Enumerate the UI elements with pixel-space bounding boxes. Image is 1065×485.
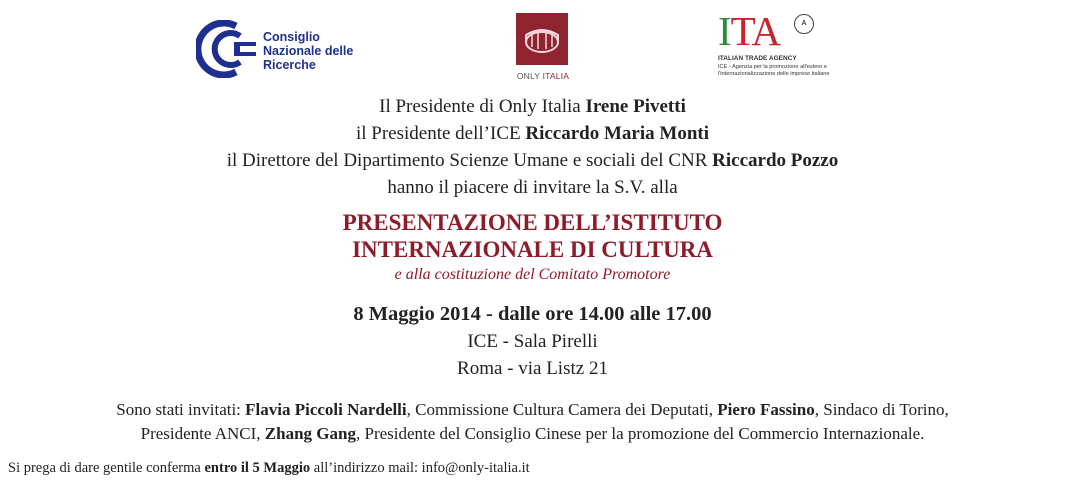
host-line [0,147,1065,174]
event-title [0,209,1065,263]
rsvp-text: Si prega di dare gentile conferma [8,460,205,476]
only-caption-b: ITALIA [542,71,570,81]
rsvp-email-text: all’indirizzo mail: info@only-italia.it [310,460,530,476]
only-italia-caption [508,71,578,81]
only-italia-logo [508,13,578,85]
event-title-line: PRESENTAZIONE DELL’ISTITUTO [342,210,723,235]
rsvp-deadline: entro il 5 Maggio [204,460,311,476]
host-name: Irene Pivetti [585,96,686,117]
guest-role: , Commissione Cultura Camera dei Deputati, [406,400,718,419]
event-venue: ICE - Sala Pirelli [467,331,598,352]
host-line [0,120,1065,147]
host-line [0,93,1065,120]
event-address: Roma - via Listz 21 [457,358,608,379]
hosts-block [0,93,1065,201]
guest-role: , Sindaco di Torino, [814,400,949,419]
cnr-name-line: Ricerche [263,58,316,72]
event-title-line: INTERNAZIONALE DI CULTURA [352,237,713,262]
colosseum-icon [516,13,568,65]
host-name: Riccardo Pozzo [712,150,839,171]
only-caption-a: ONLY [516,71,543,81]
ita-logo [718,8,858,87]
event-subtitle: e alla costituzione del Comitato Promotore [394,266,671,283]
invite-text: hanno il piacere di invitare la S.V. alla [387,177,678,198]
logo-bar [0,0,1065,95]
invite-line [0,174,1065,201]
guest-name: Zhang Gang [264,424,356,443]
guest-name: Piero Fassino [717,400,815,419]
ita-description [718,64,829,78]
ita-mark [718,8,781,54]
guest-role: Presidente ANCI, [140,424,265,443]
host-role: il Presidente dell’ICE [355,123,526,144]
cnr-name [263,30,353,72]
cnr-logo [196,20,396,80]
ita-desc-line: ICE - Agenzia per la promozione all'estero e [718,64,827,70]
cnr-emblem-icon [196,20,260,78]
cnr-name-line: Consiglio [263,30,320,44]
host-role: il Direttore del Dipartimento Scienze Umane e sociali del CNR [226,150,713,171]
guest-role: , Presidente del Consiglio Cinese per la promozione del Commercio Internazionale. [355,424,925,443]
host-role: Il Presidente di Only Italia [379,96,586,117]
invited-intro: Sono stati invitati: [116,400,246,419]
ita-letter-t: T [730,8,752,54]
ita-letter-i: I [718,8,731,54]
ita-agency-name: ITALIAN TRADE AGENCY [718,55,797,62]
invited-guests [0,398,1065,446]
rsvp-note [8,458,530,478]
ita-desc-line: l'internazionalizzazione delle imprese italiane [718,71,830,77]
event-place [0,328,1065,382]
event-date: 8 Maggio 2014 - dalle ore 14.00 alle 17.00 [353,303,712,325]
cnr-name-line: Nazionale delle [263,44,354,58]
guest-name: Flavia Piccoli Nardelli [245,400,407,419]
invited-line [0,398,1065,422]
invited-line [0,422,1065,446]
host-name: Riccardo Maria Monti [525,123,709,144]
ita-letter-a: A [751,8,781,54]
ita-circle-icon: A [794,14,814,34]
